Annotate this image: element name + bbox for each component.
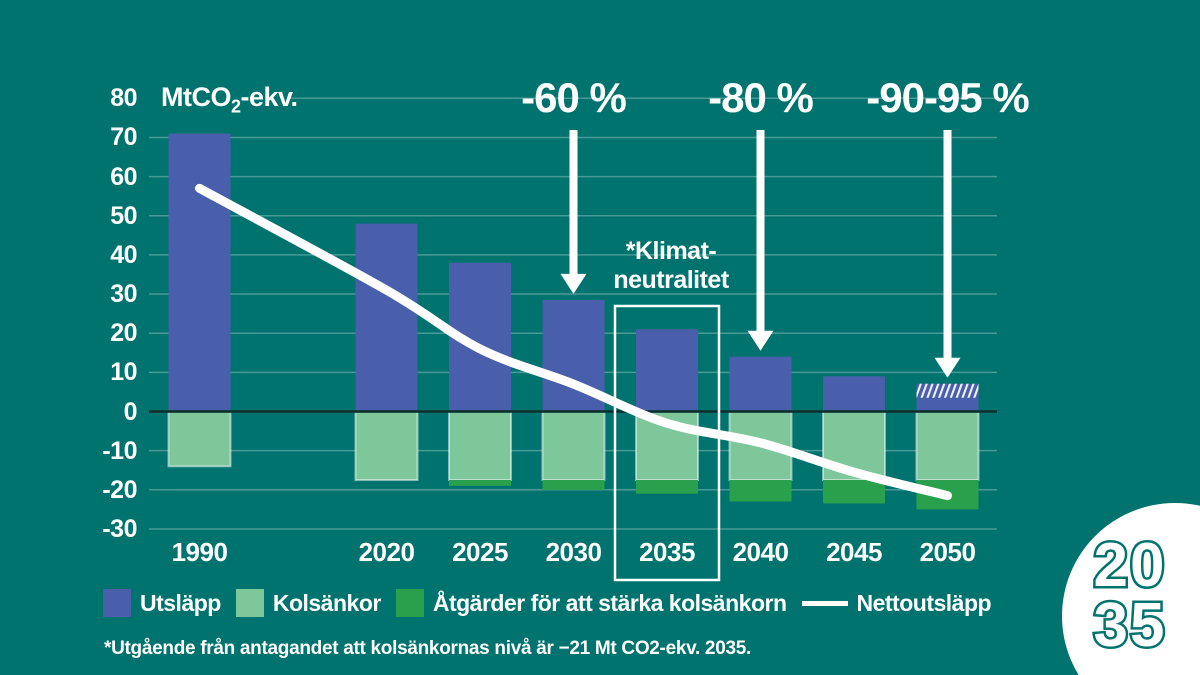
klimatneutralitet-label bbox=[561, 237, 781, 295]
utslapp-bar-2045 bbox=[823, 376, 885, 411]
reduction-label-2050: -90-95 % bbox=[866, 74, 1029, 121]
y-axis-unit-post: -ekv. bbox=[240, 82, 298, 112]
logo-year-bottom: 35 bbox=[1093, 591, 1167, 660]
x-label-2040: 2040 bbox=[732, 537, 789, 567]
kolsankor-bar-2025 bbox=[449, 412, 511, 481]
utslapp-swatch bbox=[103, 589, 131, 617]
y-tick-40: 40 bbox=[110, 240, 137, 269]
legend-item-kolsankor bbox=[236, 589, 381, 617]
atgarder-swatch bbox=[396, 589, 424, 617]
kolsankor-bar-2050 bbox=[917, 412, 979, 481]
legend-item-utslapp bbox=[103, 589, 221, 617]
legend-item-atgarder bbox=[396, 589, 787, 617]
kolsankor-bar-2020 bbox=[356, 412, 418, 481]
utslapp-bar-2040 bbox=[730, 357, 792, 412]
footnote: *Utgående från antagandet att kolsänkornas nivå är −21 Mt CO2-ekv. 2035. bbox=[104, 638, 751, 659]
kolsankor-bar-2030 bbox=[543, 412, 605, 481]
atgarder-bar-2045 bbox=[823, 480, 885, 503]
y-tick-0: 0 bbox=[123, 397, 137, 426]
y-tick-80: 80 bbox=[110, 84, 137, 113]
utslapp-hatched-range-2050 bbox=[917, 384, 979, 398]
y-tick-10: 10 bbox=[110, 358, 137, 387]
reduction-label-2030: -60 % bbox=[521, 74, 626, 121]
y-axis-unit-label bbox=[161, 82, 298, 117]
logo-2035-graphic bbox=[1060, 503, 1200, 675]
logo-2035 bbox=[1060, 503, 1200, 675]
y-tick-50: 50 bbox=[110, 201, 137, 230]
utslapp-bar-2035 bbox=[636, 329, 698, 411]
atgarder-bar-2040 bbox=[730, 480, 792, 502]
zero-axis-line bbox=[149, 410, 997, 413]
target-arrowhead-2040 bbox=[748, 331, 774, 351]
y-tick-70: 70 bbox=[110, 123, 137, 152]
legend-label-nettoutslapp: Nettoutsläpp bbox=[856, 589, 992, 616]
utslapp-bar-1990 bbox=[169, 134, 231, 412]
x-label-2030: 2030 bbox=[545, 537, 602, 567]
utslapp-bar-2020 bbox=[356, 224, 418, 412]
y-tick--10: -10 bbox=[102, 436, 137, 465]
x-label-2045: 2045 bbox=[826, 537, 882, 567]
y-tick-60: 60 bbox=[110, 162, 137, 191]
atgarder-bar-2035 bbox=[636, 480, 698, 494]
y-tick--30: -30 bbox=[102, 514, 137, 543]
nettoutslapp-line-swatch bbox=[802, 601, 848, 606]
legend-label-atgarder: Åtgärder för att stärka kolsänkorn bbox=[432, 589, 787, 616]
target-arrowhead-2050 bbox=[935, 358, 961, 378]
kolsankor-bar-1990 bbox=[169, 412, 231, 467]
x-label-2035: 2035 bbox=[639, 537, 695, 567]
legend bbox=[103, 589, 991, 617]
x-label-2050: 2050 bbox=[919, 537, 976, 567]
kolsankor-swatch bbox=[236, 589, 264, 617]
x-label-2025: 2025 bbox=[452, 537, 508, 567]
y-tick--20: -20 bbox=[102, 475, 137, 504]
legend-label-kolsankor: Kolsänkor bbox=[272, 589, 381, 616]
atgarder-bar-2030 bbox=[543, 480, 605, 490]
reduction-label-2040: -80 % bbox=[708, 74, 813, 121]
legend-label-utslapp: Utsläpp bbox=[140, 589, 221, 616]
utslapp-bar-2050 bbox=[917, 398, 979, 412]
y-tick-30: 30 bbox=[110, 280, 137, 309]
legend-item-nettoutslapp bbox=[802, 590, 992, 617]
y-tick-20: 20 bbox=[110, 319, 137, 348]
y-axis-unit-pre: MtCO bbox=[161, 82, 231, 112]
x-label-1990: 1990 bbox=[171, 537, 228, 567]
x-label-2020: 2020 bbox=[358, 537, 415, 567]
klimatneutralitet-line2: neutralitet bbox=[613, 266, 729, 294]
logo-year-top: 20 bbox=[1093, 531, 1167, 600]
klimatneutralitet-line1: *Klimat- bbox=[625, 237, 717, 265]
atgarder-bar-2025 bbox=[449, 480, 511, 486]
y-axis-unit-sub: 2 bbox=[230, 96, 241, 117]
